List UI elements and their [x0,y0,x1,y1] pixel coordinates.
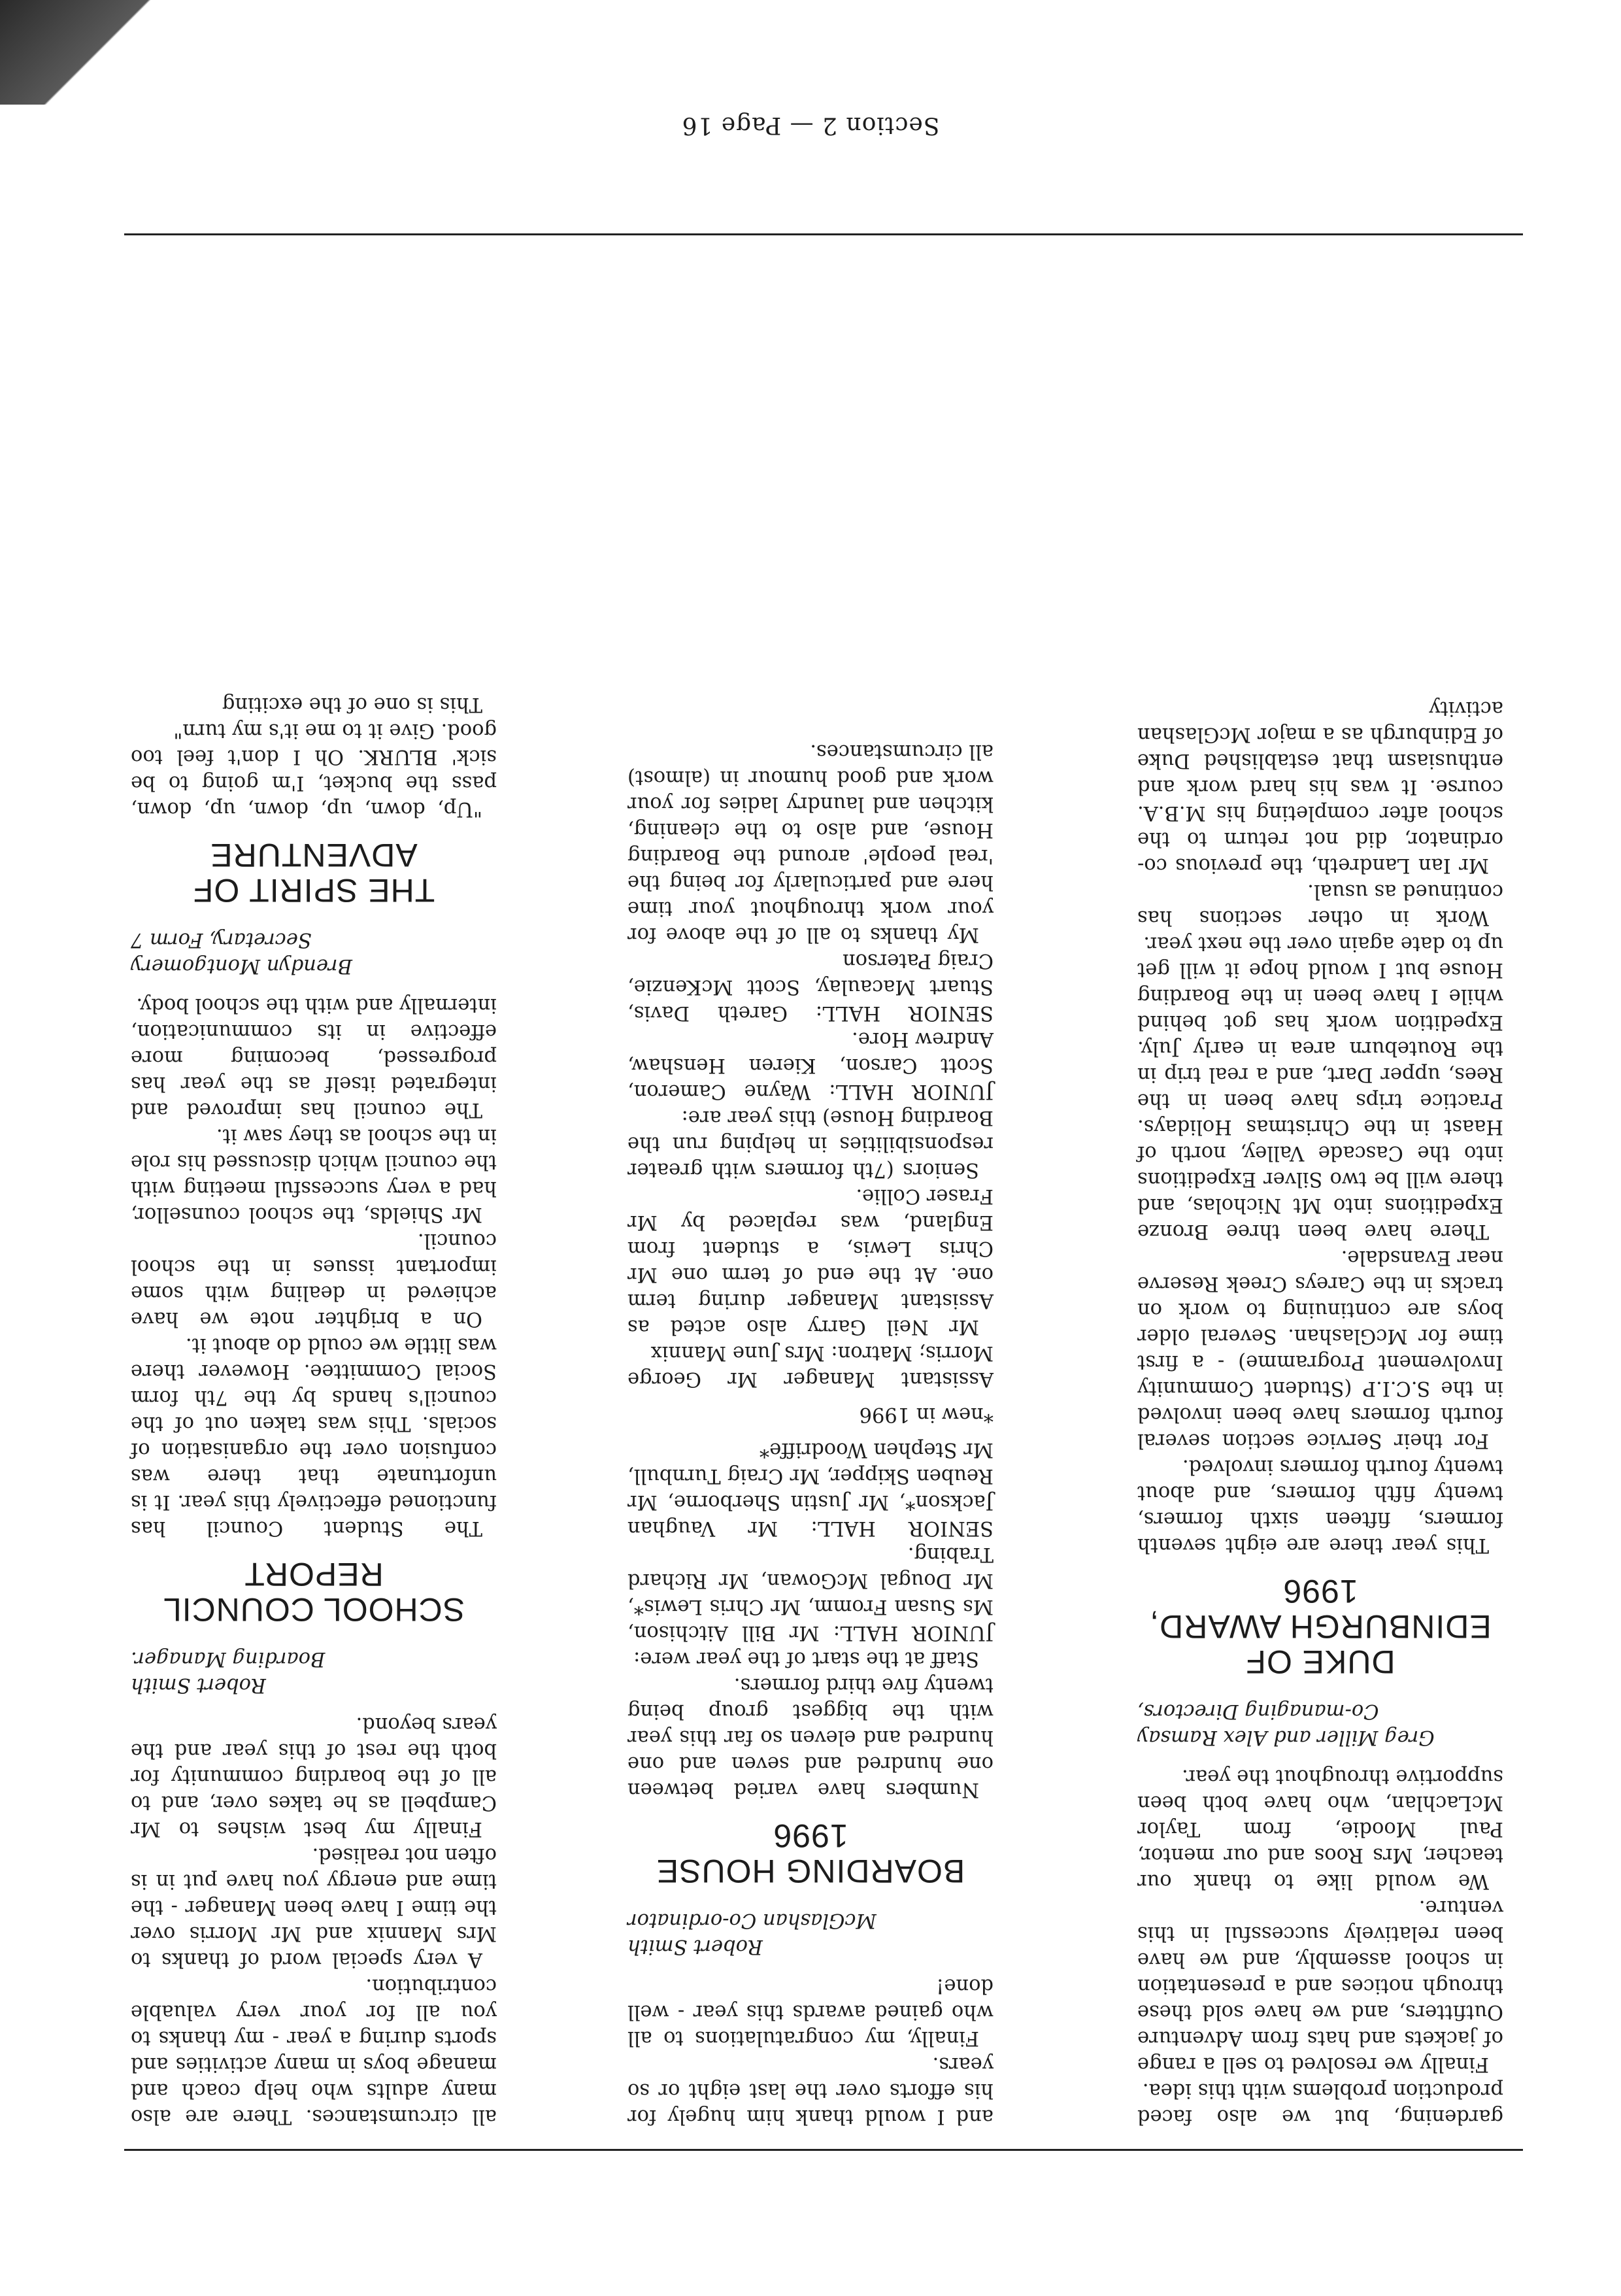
paragraph: gardening, but we also faced production problems with this idea. [1137,2079,1503,2128]
page-header: Section 2 — Page 16 [681,112,940,139]
paragraph: On a brighter note we have achieved in dealing with some important issues in the school council. [131,1229,497,1330]
bottom-rule [124,233,1523,235]
signature-role: Co-managing Directors, [1137,1700,1379,1723]
paragraph: Mr Shields, the school counsellor, had a very successful meeting with the council which discussed his role in the school as they saw it. [131,1124,497,1226]
seniors-senior-hall: SENIOR HALL: Gareth Davis, Stuart Macaulay, Scott McKenzie, Craig Paterson [627,949,994,1024]
paragraph: This is one of the exciting [222,693,482,716]
signature-names: Greg Miller and Alex Ramsay [1137,1726,1435,1749]
article-heading-duke-of-edinburgh: DUKE OF EDINBURGH AWARD, 1996 [1149,1573,1492,1680]
paragraph: Numbers have varied between one hundred and seven and one hundred and eleven so far this year with the biggest group being twenty five third formers. [627,1674,994,1801]
paragraph: This year there are eight seventh formers, fifteen sixth formers, twenty fifth formers, and about twenty fourth formers involved. [1137,1455,1503,1557]
staff-senior-hall: SENIOR HALL: Mr Vaughan Jackson*, Mr Justin Sherborne, Mr Reuben Skipper, Mr Craig Turnbull, Mr Stephen Woodriffe* [627,1438,994,1540]
article-heading-boarding-house: BOARDING HOUSE 1996 [656,1817,965,1889]
paragraph: "Up, down, up, down, up, down, pass the bucket, I'm going to be sick' BLURK. Oh I don't feel too good. Give it to me it's my turn" [131,719,497,820]
paragraph: Seniors (7th formers with greater responsibilities in helping run the Boarding House) this year are: [627,1106,994,1181]
seniors-junior-hall: JUNIOR HALL: Wayne Cameron, Scott Carson, Kieren Henshaw, Andrew Hore. [627,1028,994,1103]
signature [627,1907,994,1959]
signature [131,1646,497,1698]
scan-edge-shadow [0,0,170,105]
column-duke-of-edinburgh [1137,246,1503,2129]
column-boarding-house [627,246,994,2129]
signature-role: McGlashan Co-ordinator [627,1909,877,1932]
paragraph: Finally we resolved to sell a range of jackets and hats from Adventure Outfitters, and we have sold these through notices and a presentation in school assembly, and we have been relatively successful in this venture. [1137,1896,1503,2076]
signature-name: Robert Smith [627,1935,763,1958]
paragraph: There have been three Bronze Expeditions into Mt Nicholas, and there will be two Silver Expeditions into the Cascade Valley, north of Haast in the Christmas Holidays. Practice trips have been in the Rees, upper Dart, and a real trip in the Routeburn area in early July. Expedition work has got behind while I have been in the Boarding House but I would hope it will get up to date again over the next year. [1137,932,1503,1243]
paragraph: Mr Neil Garry also acted as Assistant Manager during term one. At the end of term one Mr Chris Lewis, a student from England, was replaced by Mr Fraser Collie. [627,1185,994,1338]
paragraph: Finally my best wishes to Mr Campbell as he takes over, and to all of the boarding community for both the rest of this year and the years beyond. [131,1713,497,1840]
paragraph: Mr Ian Landreth, the previous co-ordinator, did not return to the school after completing his M.B.A. course. It was his hard work and enthusiasm that established Duke of Edinburgh as a major McGlashan activity [1137,697,1503,877]
signature-role: Secretary, Form 7 [131,928,312,951]
column-school-council [131,246,497,2129]
paragraph: We would like to thank our teacher, Mrs Roos and our mentor, Paul Moodie, from Taylor McLachlan, who have both been supportive throughout the year. [1137,1765,1503,1893]
paragraph: Assistant Manager Mr George Morris; Matron: Mrs June Mannix [627,1342,994,1391]
top-rule [124,2149,1523,2151]
paragraph: The council has improved and integrated itself as the year has progressed, becoming more effective in its communication, internally and with the school body. [131,994,497,1121]
paragraph: A very special word of thanks to Mrs Mannix and Mr Morris over the time I have been Manager - the time and energy you have put in is often not realised. [131,1844,497,1971]
signature [131,926,497,979]
paragraph: The Student Council has functioned effectively this year. It is unfortunate that there was confusion over the organisation of socials. This was taken out of the council's hands by the 7th form Social Committee. However there was little we could do about it. [131,1334,497,1540]
paragraph: Staff at the start of the year were: [633,1647,979,1670]
paragraph: all circumstances. There are also many adults who help coach and manage boys in many activities and sports during a year - my thanks to you all for your very valuable contribution. [131,1974,497,2128]
paragraph: and I would thank him hugely for his efforts over the last eight or so years. [627,2053,994,2128]
signature [1137,1698,1503,1750]
paragraph: For their Service section several fourth formers have been involved in the S.C.I.P (Student Community Involvement Programme) - a first time for McGlashan. Several older boys are continuing to work on tracks in the Careys Creek Reserve near Evansdale. [1137,1246,1503,1452]
new-note: *new in 1996 [859,1403,994,1426]
article-heading-spirit-of-adventure: THE SPIRIT OF ADVENTURE [192,837,435,909]
signature-role: Boarding Manager. [131,1647,326,1670]
paragraph: Finally, my congratulations to all who gained awards this year - well done! [627,1974,994,2050]
paragraph: My thanks to all of the above for your work throughout your time here and particularly for being the 'real people' around the Boarding House, and also to the cleaning, kitchen and laundry ladies for your work and good humour in (almost) all circumstances. [627,740,994,946]
staff-junior-hall: JUNIOR HALL: Mr Bill Aitchison, Ms Susan Fromm, Mr Chris Lewis*, Mr Dougal McGowan, Mr Richard Trabing. [627,1543,994,1644]
paragraph: Work in other sections has continued as usual. [1137,880,1503,929]
signature-name: Brendyn Montgomery [131,954,352,977]
article-heading-school-council: SCHOOL COUNCIL REPORT [162,1556,465,1628]
signature-name: Robert Smith [131,1674,266,1697]
